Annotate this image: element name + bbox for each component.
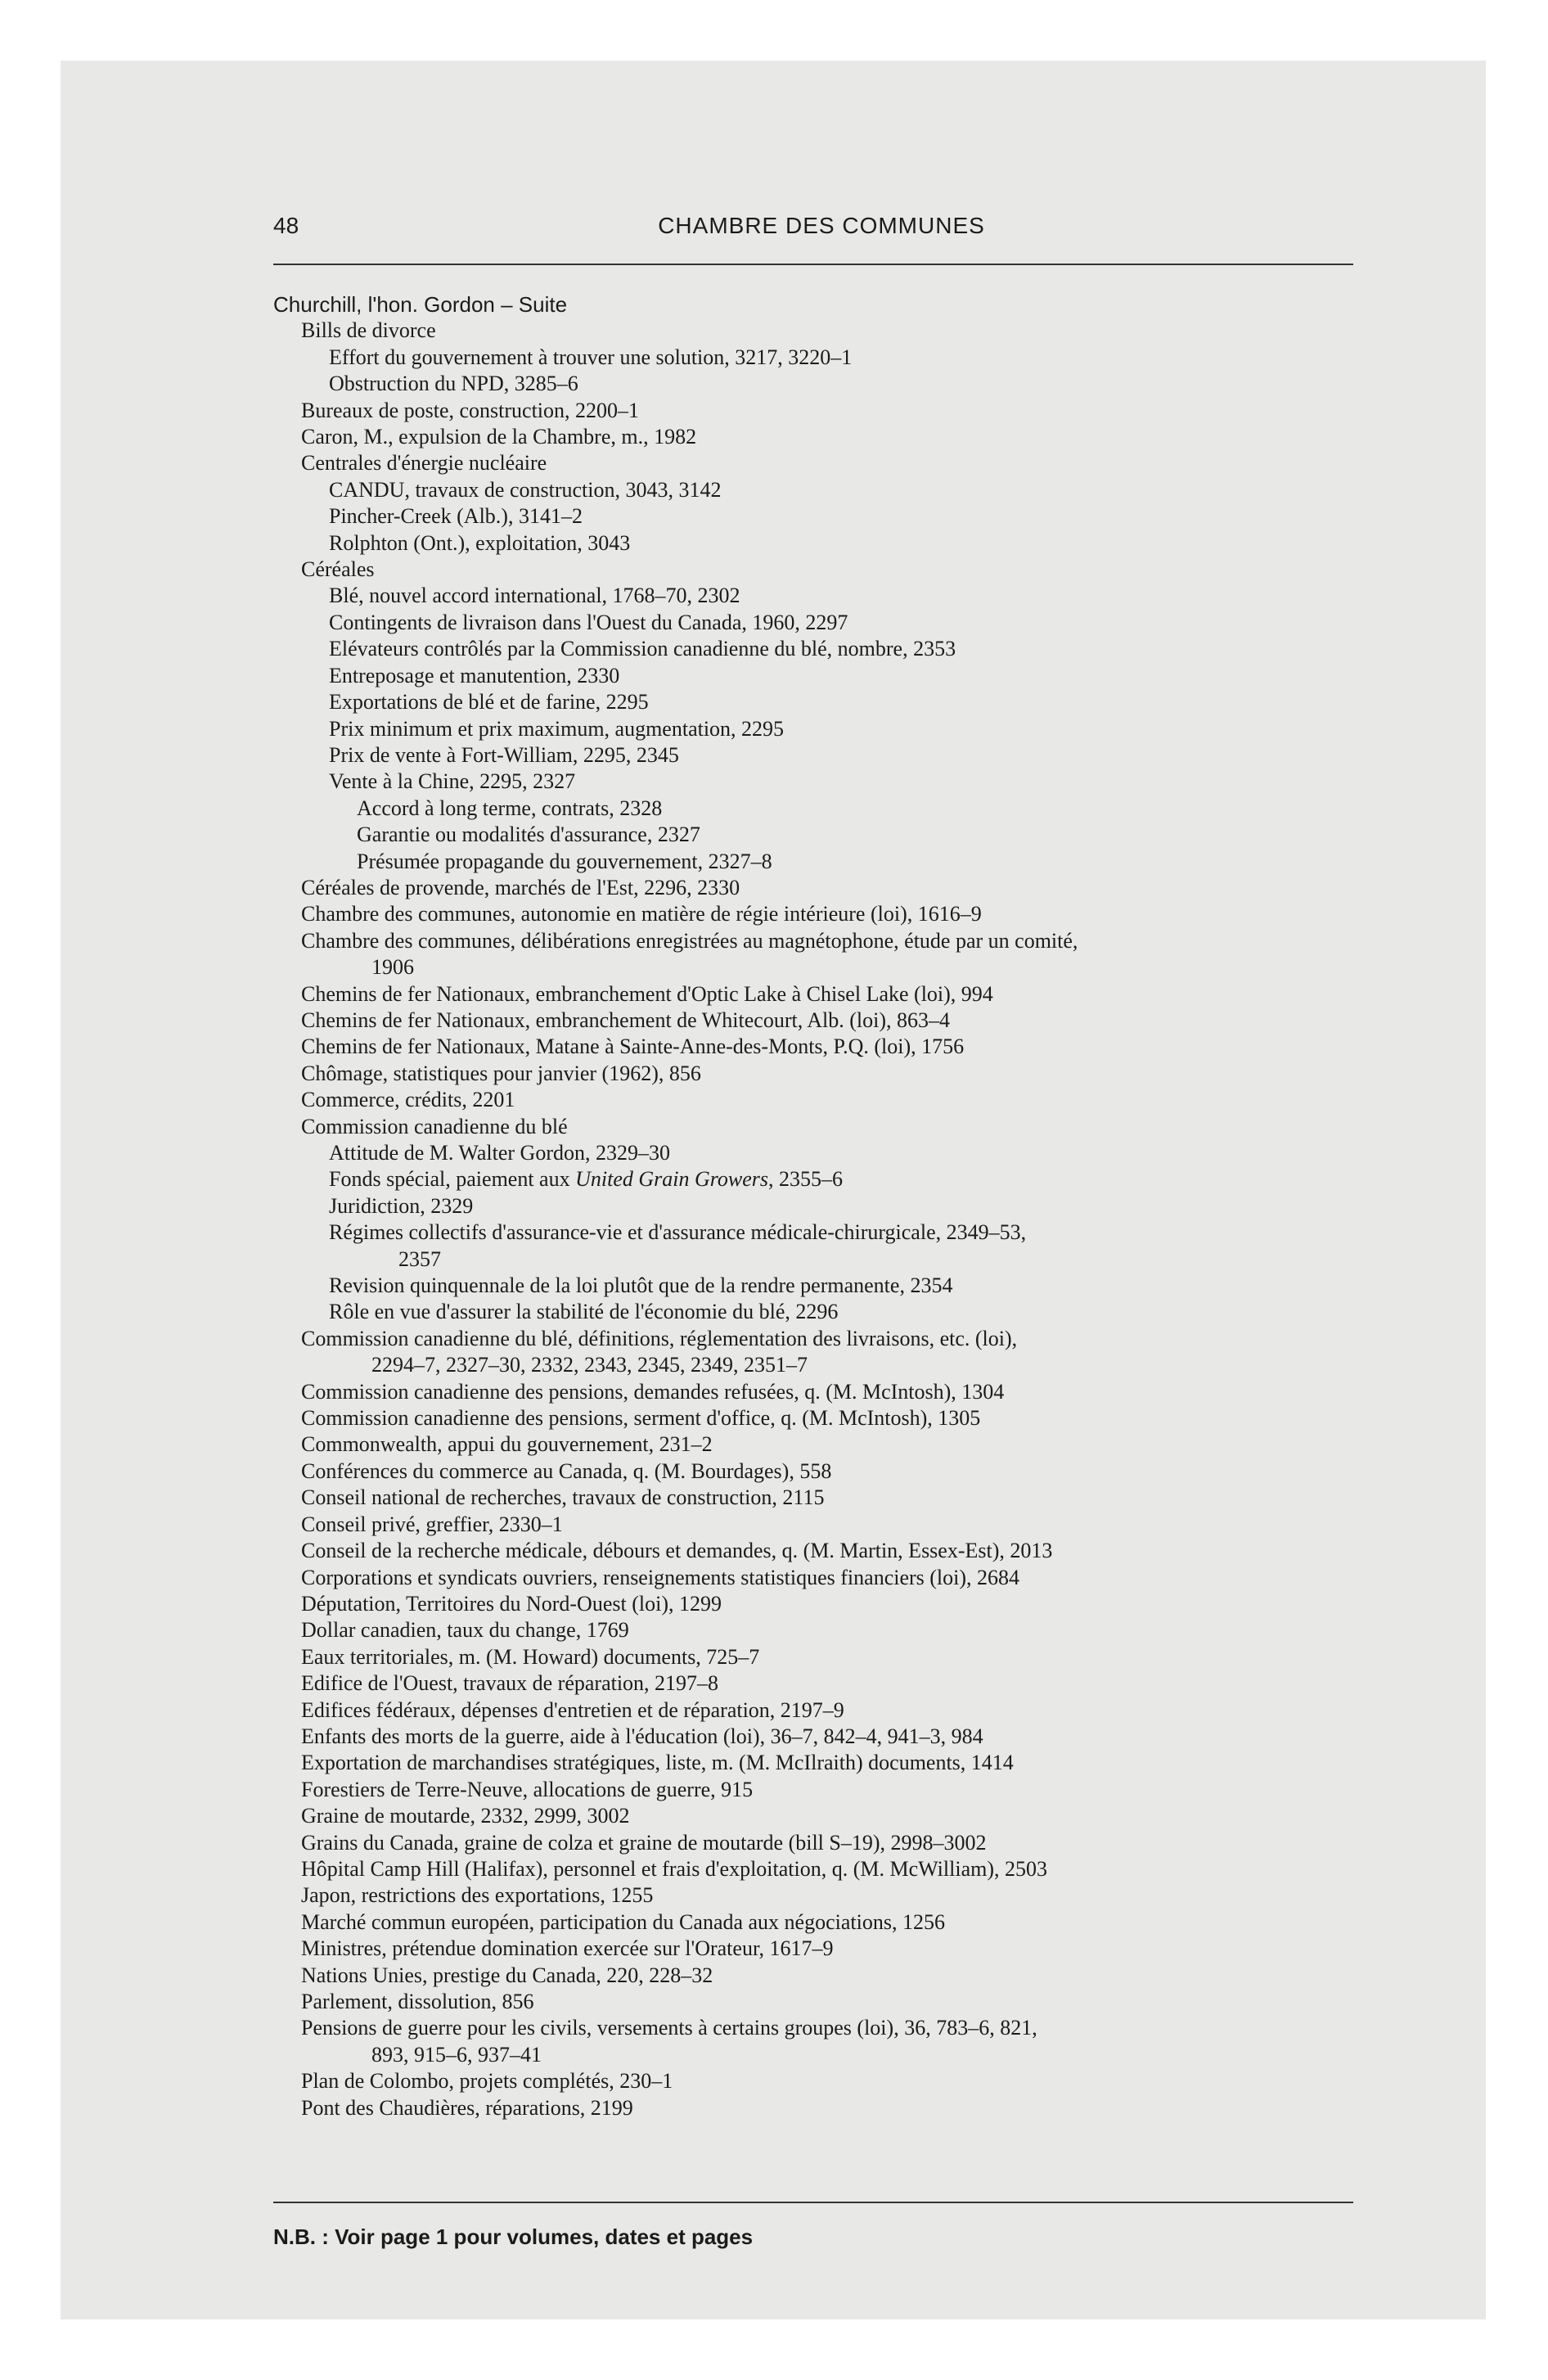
entry-text: Bureaux de poste, construction, 2200–1 <box>301 398 640 422</box>
index-entry <box>273 1830 1370 1856</box>
entry-text: 2357 <box>398 1246 441 1271</box>
index-entry <box>273 1140 1370 1166</box>
entry-text: Exportations de blé et de farine, 2295 <box>329 690 649 714</box>
entry-text: Chambre des communes, délibérations enregistrées au magnétophone, étude par un comité, <box>301 928 1078 953</box>
index-entry <box>273 822 1370 848</box>
entry-text: Présumée propagande du gouvernement, 2327–8 <box>357 849 772 873</box>
index-entry <box>273 291 1370 318</box>
entry-text: Hôpital Camp Hill (Halifax), personnel et frais d'exploitation, q. (M. McWilliam), 2503 <box>301 1856 1047 1881</box>
index-entry <box>273 1379 1370 1405</box>
entry-text: Elévateurs contrôlés par la Commission canadienne du blé, nombre, 2353 <box>329 637 956 661</box>
entry-text: Japon, restrictions des exportations, 1255 <box>301 1883 654 1908</box>
entry-text: Marché commun européen, participation du Canada aux négociations, 1256 <box>301 1909 945 1934</box>
entry-text: Rôle en vue d'assurer la stabilité de l'économie du blé, 2296 <box>329 1300 839 1324</box>
entry-text: 1906 <box>371 955 414 980</box>
index-entry <box>273 424 1370 450</box>
entry-text: Chemins de fer Nationaux, embranchement d'Optic Lake à Chisel Lake (loi), 994 <box>301 981 993 1006</box>
index-entry <box>273 1777 1370 1803</box>
index-entry <box>273 610 1370 636</box>
entry-text: Pensions de guerre pour les civils, versements à certains groupes (loi), 36, 783–6, 821, <box>301 2016 1037 2040</box>
index-entry <box>273 318 1370 344</box>
index-entry <box>273 2015 1370 2041</box>
index-entry <box>273 1034 1370 1060</box>
entry-text: Caron, M., expulsion de la Chambre, m., 1982 <box>301 425 697 449</box>
index-entry <box>273 742 1370 769</box>
entry-text: Exportation de marchandises stratégiques, liste, m. (M. McIlraith) documents, 1414 <box>301 1751 1014 1775</box>
index-entry <box>273 477 1370 503</box>
footer-note: N.B. : Voir page 1 pour volumes, dates et pages <box>273 2224 754 2249</box>
header-rule <box>273 264 1353 265</box>
entry-text: Vente à la Chine, 2295, 2327 <box>329 769 576 794</box>
index-entry <box>273 1219 1370 1246</box>
index-entry <box>273 1617 1370 1643</box>
entry-italic-text: United Grain Growers <box>575 1167 769 1192</box>
entry-text: Conseil privé, greffier, 2330–1 <box>301 1512 563 1536</box>
entry-text: Pont des Chaudières, réparations, 2199 <box>301 2095 633 2120</box>
index-entry <box>273 901 1370 927</box>
index-entry <box>273 450 1370 476</box>
entry-text: Conseil de la recherche médicale, débours et demandes, q. (M. Martin, Essex-Est), 2013 <box>301 1539 1053 1563</box>
entry-text: Députation, Territoires du Nord-Ouest (loi), 1299 <box>301 1591 722 1616</box>
entry-text: Obstruction du NPD, 3285–6 <box>329 372 578 396</box>
entry-text: Revision quinquennale de la loi plutôt que de la rendre permanente, 2354 <box>329 1273 953 1298</box>
entry-text: Rolphton (Ont.), exploitation, 3043 <box>329 530 631 555</box>
index-entry <box>273 689 1370 715</box>
entry-text: Attitude de M. Walter Gordon, 2329–30 <box>329 1141 670 1165</box>
entry-text: Blé, nouvel accord international, 1768–70, 2302 <box>329 584 740 608</box>
entry-text: Régimes collectifs d'assurance-vie et d'assurance médicale-chirurgicale, 2349–53, <box>329 1220 1027 1245</box>
entry-text: Accord à long terme, contrats, 2328 <box>357 796 663 820</box>
index-entry <box>273 636 1370 662</box>
index-entry <box>273 1273 1370 1299</box>
entry-text: Commerce, crédits, 2201 <box>301 1088 515 1112</box>
index-entry <box>273 663 1370 689</box>
index-entry <box>273 345 1370 371</box>
index-entry <box>273 1538 1370 1564</box>
index-entry <box>273 1724 1370 1750</box>
page-header <box>273 213 1386 246</box>
entry-text: Prix minimum et prix maximum, augmentation, 2295 <box>329 716 785 741</box>
index-entry <box>273 371 1370 397</box>
index-entry <box>273 1007 1370 1034</box>
entry-text: Effort du gouvernement à trouver une solution, 3217, 3220–1 <box>329 345 853 369</box>
entry-text: Edifice de l'Ouest, travaux de réparation, 2197–8 <box>301 1671 719 1696</box>
entry-text-after: , 2355–6 <box>768 1167 844 1192</box>
index-entry <box>273 849 1370 875</box>
footer-rule <box>273 2202 1353 2203</box>
entry-text: Parlement, dissolution, 856 <box>301 1990 534 2013</box>
index-entry <box>273 769 1370 795</box>
entry-text: CANDU, travaux de construction, 3043, 3142 <box>329 477 722 502</box>
entry-text: Churchill, l'hon. Gordon – Suite <box>273 292 568 317</box>
index-entry <box>273 1882 1370 1909</box>
entry-text: Centrales d'énergie nucléaire <box>301 451 547 476</box>
index-entry <box>273 1114 1370 1140</box>
entry-text: Forestiers de Terre-Neuve, allocations de guerre, 915 <box>301 1777 754 1801</box>
entry-text: Commission canadienne des pensions, serment d'office, q. (M. McIntosh), 1305 <box>301 1406 981 1431</box>
entry-text: Céréales <box>301 557 375 582</box>
entry-text: Commission canadienne des pensions, demandes refusées, q. (M. McIntosh), 1304 <box>301 1379 1005 1404</box>
entry-text: Prix de vente à Fort-William, 2295, 2345 <box>329 742 679 767</box>
entry-text: Commonwealth, appui du gouvernement, 231–2 <box>301 1432 713 1457</box>
index-entry <box>273 1326 1370 1352</box>
entry-text: Corporations et syndicats ouvriers, renseignements statistiques financiers (loi), 2684 <box>301 1565 1020 1589</box>
index-entry <box>273 1670 1370 1697</box>
index-entry <box>273 530 1370 557</box>
index-entry <box>273 583 1370 609</box>
index-entry <box>273 1750 1370 1776</box>
index-entry <box>273 1061 1370 1087</box>
index-entry <box>273 1697 1370 1724</box>
index-entry <box>273 1909 1370 1936</box>
index-entry <box>273 1431 1370 1458</box>
entry-text: Chômage, statistiques pour janvier (1962), 856 <box>301 1061 701 1085</box>
index-entry <box>273 981 1370 1007</box>
entry-text: Fonds spécial, paiement aux <box>329 1167 576 1192</box>
index-entry <box>273 1512 1370 1538</box>
index-entry <box>273 928 1370 954</box>
index-entry <box>273 1989 1370 2015</box>
entry-text: Graine de moutarde, 2332, 2999, 3002 <box>301 1804 630 1828</box>
entry-text: Eaux territoriales, m. (M. Howard) documents, 725–7 <box>301 1644 760 1669</box>
index-entry <box>273 1166 1370 1192</box>
index-entry <box>273 1193 1370 1219</box>
index-entry <box>273 2095 1370 2121</box>
index-entry <box>273 1644 1370 1670</box>
index-entry <box>273 1299 1370 1325</box>
entry-text: Conseil national de recherches, travaux de construction, 2115 <box>301 1485 825 1510</box>
index-entry <box>273 1485 1370 1511</box>
entry-text: Juridiction, 2329 <box>329 1193 474 1218</box>
entry-text: Chemins de fer Nationaux, Matane à Sainte-Anne-des-Monts, P.Q. (loi), 1756 <box>301 1034 965 1059</box>
index-entry <box>273 1246 1370 1273</box>
entry-text: Plan de Colombo, projets complétés, 230–1 <box>301 2069 673 2094</box>
entry-text: Grains du Canada, graine de colza et graine de moutarde (bill S–19), 2998–3002 <box>301 1830 987 1855</box>
index-entry <box>273 398 1370 424</box>
scanned-page <box>61 61 1486 2319</box>
index-entry <box>273 1963 1370 1989</box>
entry-text: Garantie ou modalités d'assurance, 2327 <box>357 823 700 847</box>
index-entry <box>273 1803 1370 1829</box>
page-title: CHAMBRE DES COMMUNES <box>658 213 985 238</box>
entry-text: Ministres, prétendue domination exercée sur l'Orateur, 1617–9 <box>301 1936 834 1961</box>
index-entry <box>273 1352 1370 1378</box>
entry-text: Edifices fédéraux, dépenses d'entretien et de réparation, 2197–9 <box>301 1697 844 1722</box>
entry-text: Bills de divorce <box>301 318 436 343</box>
entry-text: Dollar canadien, taux du change, 1769 <box>301 1618 629 1643</box>
entry-text: Céréales de provende, marchés de l'Est, 2296, 2330 <box>301 875 740 899</box>
page-number: 48 <box>273 213 299 238</box>
index-entry <box>273 1856 1370 1882</box>
index-entries <box>273 291 1370 2121</box>
entry-text: Commission canadienne du blé, définitions, réglementation des livraisons, etc. (loi), <box>301 1326 1018 1350</box>
index-entry <box>273 1936 1370 1962</box>
index-entry <box>273 503 1370 530</box>
index-entry <box>273 557 1370 583</box>
index-entry <box>273 716 1370 742</box>
index-entry <box>273 1458 1370 1485</box>
entry-text: Conférences du commerce au Canada, q. (M. Bourdages), 558 <box>301 1458 832 1483</box>
entry-text: Chemins de fer Nationaux, embranchement de Whitecourt, Alb. (loi), 863–4 <box>301 1007 951 1032</box>
index-entry <box>273 2068 1370 2094</box>
entry-text: Entreposage et manutention, 2330 <box>329 663 620 687</box>
index-entry <box>273 2042 1370 2068</box>
entry-text: Nations Unies, prestige du Canada, 220, 228–32 <box>301 1963 713 1987</box>
index-entry <box>273 1565 1370 1591</box>
entry-text: 893, 915–6, 937–41 <box>371 2042 542 2067</box>
entry-text: 2294–7, 2327–30, 2332, 2343, 2345, 2349, 2351–7 <box>371 1353 808 1377</box>
index-entry <box>273 875 1370 901</box>
entry-text: Pincher-Creek (Alb.), 3141–2 <box>329 504 583 529</box>
index-entry <box>273 1405 1370 1431</box>
index-entry <box>273 1591 1370 1617</box>
entry-text: Commission canadienne du blé <box>301 1114 568 1138</box>
index-entry <box>273 1087 1370 1113</box>
index-entry <box>273 796 1370 822</box>
index-entry <box>273 954 1370 980</box>
entry-text: Enfants des morts de la guerre, aide à l'éducation (loi), 36–7, 842–4, 941–3, 984 <box>301 1724 983 1748</box>
entry-text: Contingents de livraison dans l'Ouest du Canada, 1960, 2297 <box>329 610 848 634</box>
entry-text: Chambre des communes, autonomie en matière de régie intérieure (loi), 1616–9 <box>301 902 982 926</box>
